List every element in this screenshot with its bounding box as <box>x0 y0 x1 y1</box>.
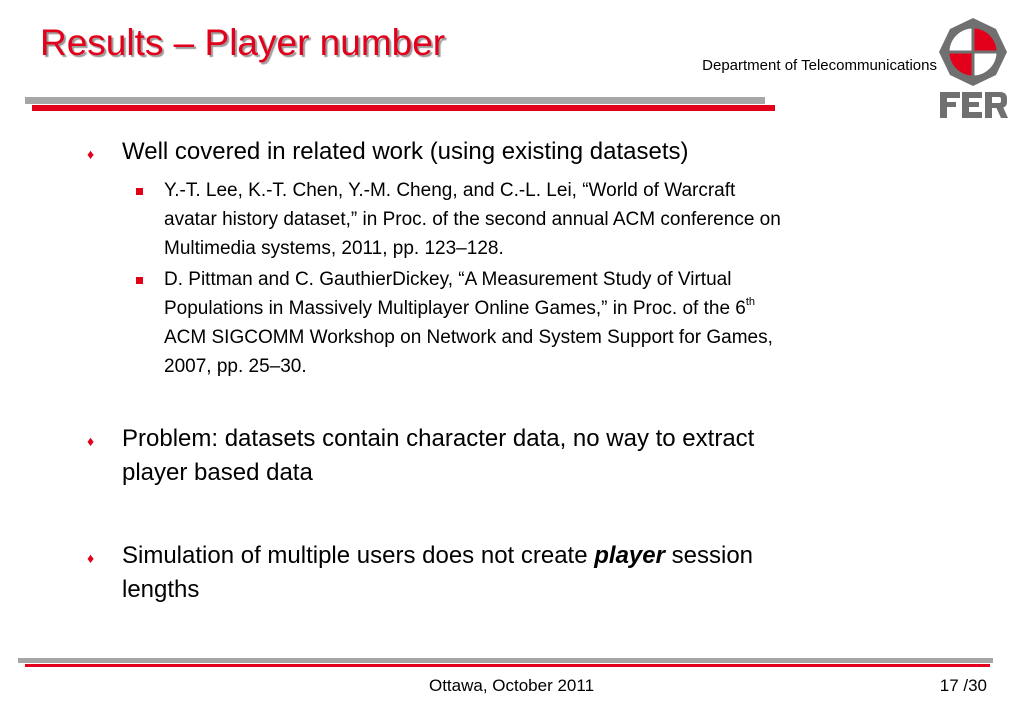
reference-line: ACM SIGCOMM Workshop on Network and System Support for Games, <box>164 327 773 348</box>
reference-line: 2007, pp. 25–30. <box>164 356 307 377</box>
footer-rule-grey <box>18 658 993 663</box>
reference-line-text: Populations in Massively Multiplayer Online Games,” in Proc. of the 6 <box>164 298 746 319</box>
department-label: Department of Telecommunications <box>702 57 937 74</box>
bullet-text <box>122 422 942 490</box>
sub-bullet-text <box>164 176 944 263</box>
bullet-line: Problem: datasets contain character data, no way to extract <box>122 425 755 452</box>
footer-location-date: Ottawa, October 2011 <box>428 676 595 695</box>
ordinal-suffix: th <box>745 295 756 308</box>
page-title: Results – Player number <box>40 22 446 63</box>
reference-line: Multimedia systems, 2011, pp. 123–128. <box>164 238 504 259</box>
sub-bullet-text <box>164 265 944 381</box>
header-rule-grey <box>25 97 765 104</box>
footer-rule-red <box>25 664 990 667</box>
bullet-diamond-icon: ♦ <box>87 433 95 449</box>
bullet-line: player based data <box>122 459 313 486</box>
logo-wordmark-icon <box>940 92 1008 118</box>
bullet-line <box>122 539 942 573</box>
bullet-diamond-icon: ♦ <box>87 550 95 566</box>
bullet-square-icon <box>136 188 143 195</box>
page-number: 17 /30 <box>939 676 987 695</box>
bullet-text-prefix: Simulation of multiple users does not create <box>122 542 595 569</box>
bullet-text <box>122 539 942 607</box>
bullet-square-icon <box>136 277 143 284</box>
header-rule-red <box>32 105 775 111</box>
reference-line: Y.-T. Lee, K.-T. Chen, Y.-M. Cheng, and C.-L. Lei, “World of Warcraft <box>164 180 736 201</box>
fer-logo <box>938 18 1008 120</box>
emphasis-word: player <box>594 542 665 569</box>
reference-line: avatar history dataset,” in Proc. of the second annual ACM conference on <box>164 209 781 230</box>
reference-line <box>164 294 944 323</box>
bullet-text-suffix: session <box>664 542 754 569</box>
reference-line: D. Pittman and C. GauthierDickey, “A Measurement Study of Virtual <box>164 269 732 290</box>
logo-emblem-icon <box>939 18 1007 86</box>
bullet-diamond-icon: ♦ <box>87 146 95 162</box>
bullet-line: lengths <box>122 576 200 603</box>
bullet-text: Well covered in related work (using existing datasets) <box>122 138 689 165</box>
